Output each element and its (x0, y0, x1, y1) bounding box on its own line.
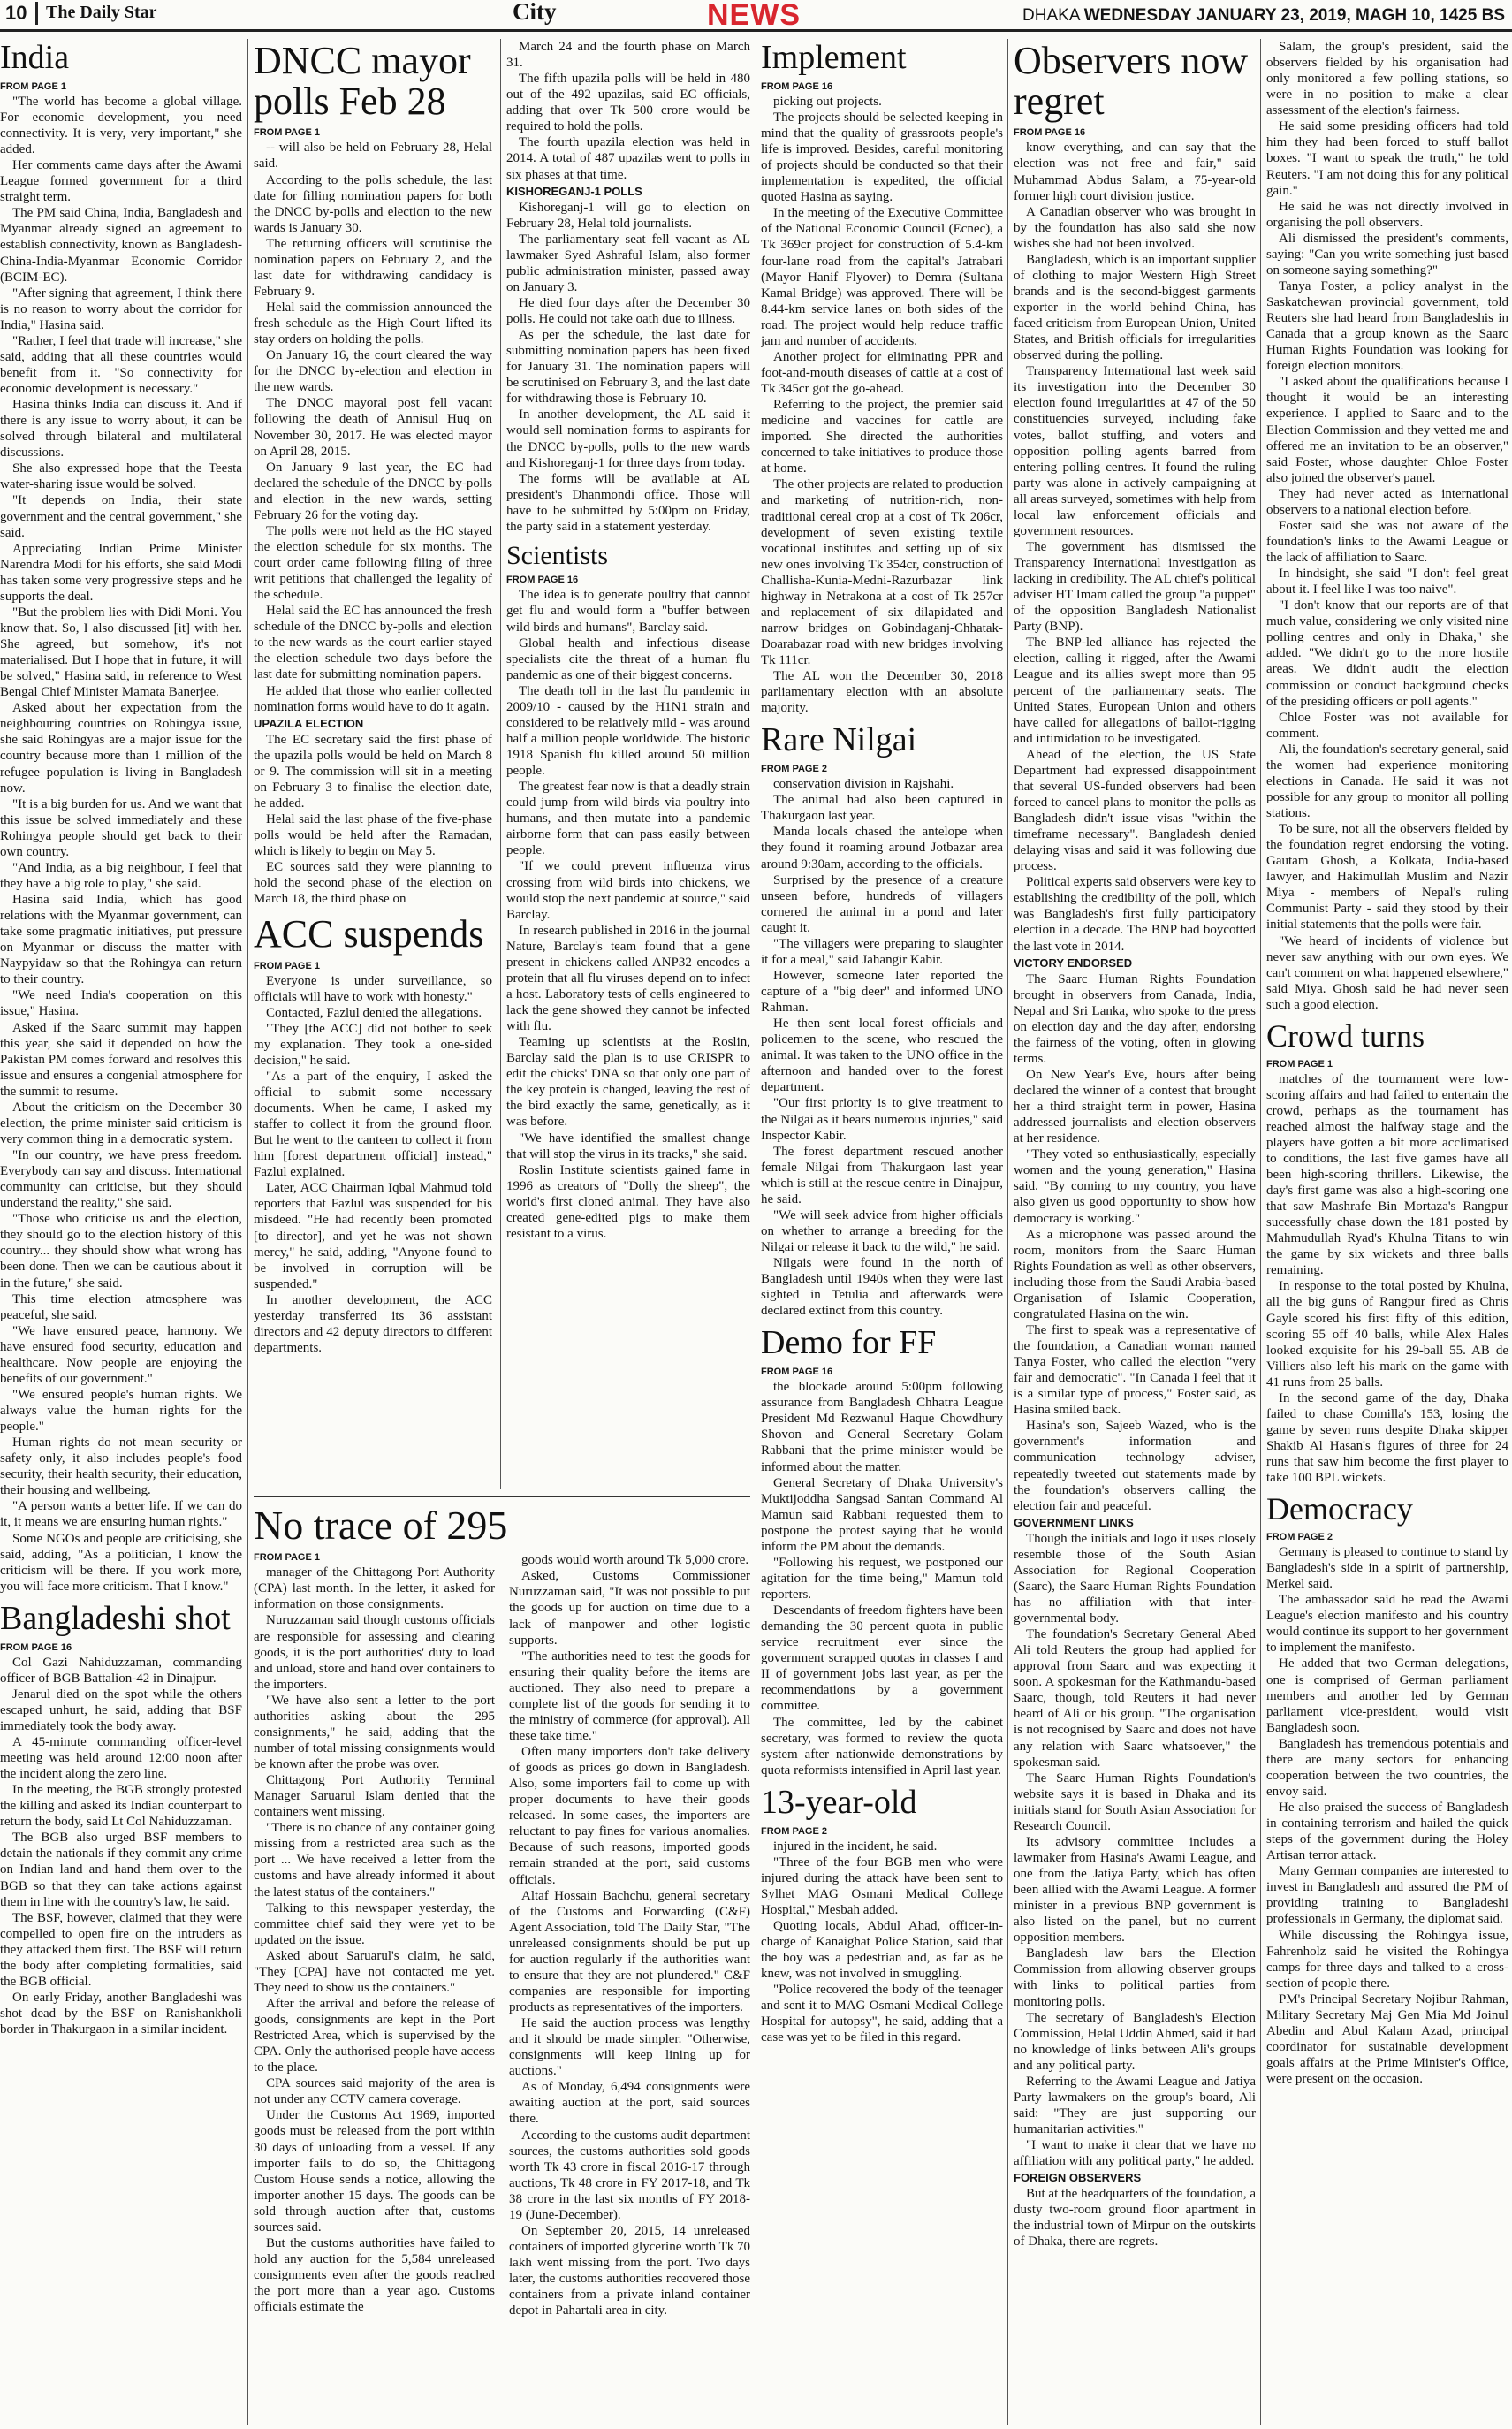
story-paragraph: The EC secretary said the first phase of the upazila polls would be held on March 8 or 9. The commission will sit in a meeting on February 3 to finalise the election date, he added. (254, 732, 492, 811)
story-paragraph: "Rather, I feel that trade will increase," she said, adding that all these countries would benefit from it. "So connectivity for economic development is necessary." (0, 333, 242, 397)
story-paragraph: Manda locals chased the antelope when they found it roaming around Jotbazar area around 9:30am, according to the officials. (761, 825, 1003, 872)
subhead: VICTORY ENDORSED (1014, 956, 1133, 970)
story-paragraph: Another project for eliminating PPR and foot-and-mouth diseases of cattle at a cost of Tk 345cr got the go-ahead. (761, 349, 1003, 397)
story-paragraph: Its advisory committee includes a lawmaker from Hasina's Awami League, and one from the Jatiya Party, which has often been allied with the Awami League. A former minister in a previous BNP government is also listed on the panel, but no current opposition members. (1014, 1834, 1256, 1945)
story-paragraph: He said he was not directly involved in organising the poll observers. (1266, 199, 1508, 230)
story-paragraph: the blockade around 5:00pm following assurance from Bangladesh Chhatra League President Md Rezwanul Haque Chowdhury Shovon and General Secretary Golam Rabbani that the prime minister would be informed about the matter. (761, 1380, 1003, 1474)
story-paragraph: "It depends on India, their state government and the central government," she said. (0, 493, 242, 540)
story-paragraph: The AL won the December 30, 2018 parliamentary election with an absolute majority. (761, 669, 1003, 716)
story-paragraph: picking out projects. (773, 94, 882, 109)
story-paragraph: On January 9 last year, the EC had declared the schedule of the DNCC by-polls and election in the new wards, setting February 26 for the voting day. (254, 460, 492, 522)
story-jump-label: FROM PAGE 1 (1266, 1058, 1333, 1070)
story-paragraph: "The villagers were preparing to slaughter it for a meal," said Jahangir Kabir. (761, 936, 1003, 967)
story-jump-label: FROM PAGE 1 (254, 127, 320, 139)
story-headline: India (0, 39, 70, 76)
story-paragraph: Ali dismissed the president's comments, saying: "Can you write something just based on someone saying something?" (1266, 231, 1508, 278)
story-paragraph: He then sent local forest officials and policemen to the scene, who rescued the animal. It was taken to the UNO office in the afternoon and handed over to the forest department. (761, 1017, 1003, 1095)
story-paragraph: March 24 and the fourth phase on March 31. (506, 40, 750, 71)
story-paragraph: Bangladesh, which is an important supplier of clothing to major Western High Street brands and is the second-biggest garments exporter in the world behind China, has faced criticism from European Union, United States, and British officials for irregularities observed during the polling. (1014, 252, 1256, 363)
story-paragraph: He added that those who earlier collected nomination forms would have to do it again. (254, 683, 492, 714)
story-paragraph: Talking to this newspaper yesterday, the committee chief said they were yet to be updated on the issue. (254, 1900, 495, 1947)
bottom-story-left (254, 1552, 495, 2319)
story-paragraph: Hasina said India, which has good relations with the Myanmar government, can take some pragmatic initiatives, put pressure on Myanmar or discuss the matter with Naypyidaw so that the Rohingya can return to their country. (0, 893, 242, 987)
story-jump-label: FROM PAGE 2 (761, 1825, 827, 1837)
story-paragraph: Foster said she was not aware of the foundation's links to the Awami League or the lack of affiliation to Saarc. (1266, 518, 1508, 565)
story-jump-label: FROM PAGE 16 (761, 1367, 833, 1378)
story-paragraph: The Saarc Human Rights Foundation brought in observers from Canada, India, Nepal and Sri Lanka, who spoke to the press on election day and the day after, endorsing the fairness of the voting, often in glowing terms. (1014, 971, 1256, 1066)
story-paragraph: Chittagong Port Authority Terminal Manager Saruarul Islam denied that the containers went missing. (254, 1773, 495, 1820)
story-paragraph: Helal said the commission announced the fresh schedule as the High Court lifted its stay orders on holding the polls. (254, 301, 492, 347)
story-paragraph: "Following his request, we postponed our agitation for the time being," Mamun told reporters. (761, 1555, 1003, 1603)
story-paragraph: "We will seek advice from higher officials on whether to arrange a breeding for the Nilgai or release it back to the wild," he said. (761, 1207, 1003, 1255)
story-headline: DNCC mayor polls Feb 28 (254, 39, 471, 124)
story-paragraph: On New Year's Eve, hours after being declared the winner of a contest that brought her a third straight term in power, Hasina addressed journalists and election observers at her residence. (1014, 1067, 1256, 1146)
subhead: FOREIGN OBSERVERS (1014, 2171, 1142, 2185)
subhead: GOVERNMENT LINKS (1014, 1515, 1134, 1529)
story (761, 1326, 1003, 1778)
column-rule (1007, 39, 1008, 2425)
story-paragraph: "I asked about the qualifications because I thought it would be an interesting experience. I applied to Saarc and to the Election Commission and they vetted me and offered me an invitation to be an observer," said Foster, whose daughter Chloe Foster also joined the observer's panel. (1266, 375, 1508, 485)
masthead (0, 0, 1512, 32)
story-paragraph: The projects should be selected keeping in mind that the quality of grassroots people's life is improved. Besides, careful monitoring of projects should be conducted so that their implementation is expedited, the official quoted Hasina as saying. (761, 110, 1003, 205)
story-paragraph: The animal had also been captured in Thakurgaon last year. (761, 793, 1003, 824)
story-paragraph: The death toll in the last flu pandemic in 2009/10 - caused by the H1N1 strain and considered to be relatively mild - was around half a million people worldwide. The historic 1918 Spanish flu killed around 50 million people. (506, 683, 750, 779)
story-paragraph: On September 20, 2015, 14 unreleased containers of imported glycerine worth Tk 70 lakh went missing from the port. Two days later, the customs authorities recovered those containers from a private inland container depot in Pahartali area in city. (509, 2223, 750, 2319)
story-paragraph: Later, ACC Chairman Iqbal Mahmud told reporters that Fazlul was suspended for his misdeed. "He had recently been promoted [to director], and yet he was not shown mercy," he said, adding, "Anyone found to be involved in corruption will be suspended." (254, 1181, 492, 1291)
story-paragraph: Asked about Saruarul's claim, he said, "They [CPA] have not contacted me yet. They need to show us the containers." (254, 1948, 495, 1995)
story-paragraph: The greatest fear now is that a deadly strain could jump from wild birds via poultry into humans, and then mutate into a pandemic airborne form that can pass easily between people. (506, 780, 750, 858)
section-label: City (513, 0, 557, 25)
column-rule (500, 39, 501, 1489)
story (761, 41, 1003, 716)
column-2 (254, 39, 492, 1493)
story-paragraph: He said the auction process was lengthy and it should be made simpler. "Otherwise, consignments will keep lining up for auctions." (509, 2016, 750, 2079)
story-paragraph: Transparency International last week said its investigation into the December 30 election found irregularities at 47 of the 50 constituencies surveyed, including fake votes, ballot stuffing, and voters and opposition polling agents barred from entering polling centres. It found the ruling party was alone in actively campaigning at all areas surveyed, sometimes with help from local law enforcement officials and government resources. (1014, 364, 1256, 538)
story-paragraph: Asked if the Saarc summit may happen this year, she said it depended on how the Pakistan PM comes forward and resolves this issue and ensures a congenial atmosphere for the summit to resume. (0, 1020, 242, 1099)
story-paragraph: In another development, the AL said it would sell nomination forms to aspirants for the DNCC by-polls, polls to the new wards and Kishoreganj-1 for three days from today. (506, 407, 750, 470)
story-paragraph: "Three of the four BGB men who were injured during the attack have been sent to Sylhet MAG Osmani Medical College Hospital," Mesbah added. (761, 1854, 1003, 1917)
story-paragraph: Contacted, Fazlul denied the allegations. (266, 1005, 482, 1020)
story-paragraph: Bangladesh law bars the Election Commission from allowing observer groups with links to political parties from monitoring polls. (1014, 1946, 1256, 2009)
story-paragraph: He added that two German delegations, one is comprised of German parliament members and another led by German parliament vice-president, would visit Bangladesh soon. (1266, 1656, 1508, 1735)
story-paragraph: "A person wants a better life. If we can do it, it means we are ensuring human rights." (0, 1499, 242, 1530)
story-paragraph: Many German companies are interested to invest in Bangladesh and assured the PM of providing training to Bangladeshi professionals in Germany, the diplomat said. (1266, 1864, 1508, 1927)
story-paragraph: Hasina thinks India can discuss it. And if there is any issue to worry about, it can be solved through bilateral and multilateral discussions. (0, 398, 242, 461)
story-paragraph: The BNP-led alliance has rejected the election, calling it rigged, after the Awami League and its allies swept more than 95 percent of the parliamentary seats. The United States, European Union and others have called for allegations of ballot-rigging and intimidation to be investigated. (1014, 636, 1256, 746)
dateline-date: WEDNESDAY JANUARY 23, 2019, MAGH 10, 1425 BS (1083, 6, 1505, 25)
story-paragraph: "And India, as a big neighbour, I feel that they have a big role to play," she said. (0, 860, 242, 891)
story-paragraph: "They voted so enthusiastically, especially women and the young generation," Hasina said. "By coming to my country, you have also given us good opportunity to show how democracy is working." (1014, 1147, 1256, 1226)
story-paragraph: The other projects are related to production and marketing of nutrition-rich, non-traditional cereal crop at a cost of Tk 206cr, development of seven existing textile vocational institutes and setting up of six new ones involving Tk 354cr, construction of Challisha-Kunia-Medni-Razurbazar link highway in Netrakona at a cost of Tk 257cr and replacement of six dilapidated and narrow bridges on Gobindaganj-Chhatak-Doarabazar road with new bridges involving Tk 111cr. (761, 477, 1003, 668)
story-paragraph: "The world has become a global village. For economic development, you need connectivity. It is very, very important," she added. (0, 94, 242, 157)
story-paragraph: know everything, and can say that the election was not free and fair," said Muhammad Abdus Salam, a 75-year-old former high court division justice. (1014, 141, 1256, 203)
story-headline: Democracy (1266, 1491, 1413, 1527)
story-paragraph: The polls were not held as the HC stayed the election schedule for six months. The court order came following filing of three writ petitions that challenged the legality of the schedule. (254, 523, 492, 603)
story-paragraph: According to the customs audit department sources, the customs authorities sold goods worth Tk 43 crore in fiscal 2016-17 through auctions, Tk 48 crore in FY 2017-18, and Tk 38 crore in the last six months of FY 2018-19 (June-December). (509, 2128, 750, 2222)
story-paragraph: The returning officers will scrutinise the nomination papers on February 2, and the last date for withdrawing candidacy is February 9. (254, 236, 492, 299)
story-paragraph: Teaming up scientists at the Roslin, Barclay said the plan is to use CRISPR to edit the chicks' DNA so that only one part of the key protein is changed, leaving the rest of the bird exactly the same, genetically, as it was before. (506, 1035, 750, 1130)
story (1266, 39, 1508, 1013)
story-paragraph: "We ensured people's human rights. We always value the human rights for the people." (0, 1387, 242, 1435)
story-paragraph: PM's Principal Secretary Nojibur Rahman, Military Secretary Maj Gen Mia Md Joinul Abedin and Abul Kalam Azad, principal coordinator for sustainable development goals affairs at the Prime Minister's Office, were present on the occasion. (1266, 1991, 1508, 2087)
bottom-story-columns (254, 1552, 750, 2319)
story-paragraph: The DNCC mayoral post fell vacant following the death of Annisul Huq on November 30, 2017. He was elected mayor on April 28, 2015. (254, 396, 492, 459)
story-paragraph: "The authorities need to test the goods for ensuring their quality before the items are auctioned. They also need to prepare a complete list of the goods for sending it to the ministry of commerce (for approval). All these take time." (509, 1649, 750, 1743)
story-paragraph: He died four days after the December 30 polls. He could not take oath due to illness. (506, 295, 750, 326)
story (1266, 1017, 1508, 1486)
story-paragraph: In the meeting of the Executive Committee of the National Economic Council (Ecnec), a Tk 369cr project for construction of 5.4-km four-lane road from the capital's Jatrabari (Mayor Hanif Flyover) to Demra (Sultana Kamal Bridge) was approved. There will be 8.44-km service lanes on both sides of the road. The project would help reduce traffic jam and number of accidents. (761, 206, 1003, 348)
story-paragraph: A 45-minute commanding officer-level meeting was held around 12:00 noon after the incident along the zero line. (0, 1734, 242, 1782)
story-paragraph: matches of the tournament were low-scoring affairs and had failed to entertain the crowd, perhaps as the tournament has reached almost the halfway stage and the players have gotten a bit more acclimatised to conditions, the last five games have all been high-scoring thrillers. Likewise, the day's first game was also a high-scoring one that saw Mashrafe Bin Mortaza's Rangpur successfully chase down the 181 posted by Mahmudullah Ryad's Khulna Titans to win the game by six wickets and three balls remaining. (1266, 1071, 1508, 1278)
story-paragraph: But the customs authorities have failed to hold any auction for the 5,584 unreleased consignments even after the goods reached the port more than a year ago. Customs officials estimate the (254, 2235, 495, 2315)
story-paragraph: Col Gazi Nahiduzzaman, commanding officer of BGB Battalion-42 in Dinajpur. (0, 1655, 242, 1686)
story-paragraph: General Secretary of Dhaka University's Muktijoddha Sangsad Santan Command Al Mamun said Rabbani requested them to postpone the protest saying that he would inform the PM about the demands. (761, 1475, 1003, 1554)
story-paragraph: Hasina's son, Sajeeb Wazed, who is the government's information and communication technology adviser, repeatedly tweeted out statements made by the foundation's observers calling the election fair and peaceful. (1014, 1419, 1256, 1513)
story-paragraph: Descendants of freedom fighters have been demanding the 30 percent quota in public service recruitment ever since the government scrapped quotas in classes I and II of government jobs last year, as per the recommendations by a government committee. (761, 1603, 1003, 1714)
story-paragraph: "It is a big burden for us. And we want that this issue be solved immediately and these Rohingya people should get back to their own country. (0, 796, 242, 859)
story-jump-label: FROM PAGE 16 (0, 1641, 72, 1653)
story-paragraph: Altaf Hossain Bachchu, general secretary of the Customs and Forwarding (C&F) Agent Association, told The Daily Star, "The unreleased consignments should be put up for auction regularly if the authorities want to ensure that they are not plundered." C&F companies are responsible for importing products as representatives of the importers. (509, 1888, 750, 2015)
story (0, 41, 242, 1595)
story-paragraph: "We heard of incidents of violence but never saw anything with our own eyes. We can't comment on what happened elsewhere," said Miya. Ghosh said he had never seen such a good election. (1266, 933, 1508, 1012)
story-paragraph: After the arrival and before the release of goods, consignments are kept in the Port Restricted Area, which is supervised by the CPA. Only the authorised people have access to the place. (254, 1996, 495, 2075)
story-paragraph: While discussing the Rohingya issue, Fahrenholz said he visited the Rohingya camps for three days and talked to a cross-section of people there. (1266, 1928, 1508, 1991)
story-paragraph: Though the initials and logo it uses closely resemble those of the South Asian Association for Regional Cooperation (Saarc), the Saarc Human Rights Foundation has no affiliation with that inter-governmental body. (1014, 1531, 1256, 1626)
story-paragraph: The Saarc Human Rights Foundation's website says it is based in Dhaka and its initials stand for South Asian Association for Research Council. (1014, 1770, 1256, 1833)
story-paragraph: "There is no chance of any container going missing from a restricted area such as the port ... We have received a letter from the customs and have already informed it about the latest status of the containers." (254, 1821, 495, 1900)
story-paragraph: "If we could prevent influenza virus crossing from wild birds into chickens, we would stop the next pandemic at source," said Barclay. (506, 859, 750, 922)
story-paragraph: In the meeting, the BGB strongly protested the killing and asked its Indian counterpart to return the body, said Lt Col Nahiduzzaman. (0, 1783, 242, 1830)
story-paragraph: "We have also sent a letter to the port authorities asking about the 295 consignments," he said, adding that the number of total missing consignments would be known after the probe was over. (254, 1693, 495, 1772)
story-headline: Crowd turns (1266, 1017, 1425, 1054)
column-rule (1260, 39, 1261, 2425)
story-jump-label: FROM PAGE 16 (761, 80, 833, 92)
story-paragraph: goods would worth around Tk 5,000 crore. (521, 1553, 749, 1568)
column-3 (506, 39, 750, 1493)
story-paragraph: "Those who criticise us and the election, they should go to the election history of this country... they should show what wrong has been done. Then we can be cautious about it in the future," she said. (0, 1212, 242, 1291)
story-paragraph: Nilgais were found in the north of Bangladesh until 1940s when they were last sighted in Tetulia and afterwards were declared extinct from this country. (761, 1256, 1003, 1319)
story-paragraph: However, someone later reported the capture of a "big deer" and informed UNO Rahman. (761, 968, 1003, 1016)
story-paragraph: Asked, Customs Commissioner Nuruzzaman said, "It was not possible to put the goods up for auction on time due to a lack of manpower and other logistic supports. (509, 1569, 750, 1648)
story-paragraph: "But the problem lies with Didi Moni. You know that. So, I also discussed [it] with her. She agreed, but somehow, it's not materialised. But I hope that in future, it will be solved," Hasina said, in reference to West Bengal Chief Minister Mamata Banerjee. (0, 605, 242, 700)
story-paragraph: As a microphone was passed around the room, monitors from the Saarc Human Rights Foundation as well as other observers, including those from the Saudi Arabia-based Organisation of Islamic Cooperation, congratulated Hasina on the win. (1014, 1227, 1256, 1321)
story-paragraph: "In our country, we have press freedom. Everybody can say and discuss. International community can criticise, but they should understand the reality," she said. (0, 1148, 242, 1211)
story (254, 41, 492, 907)
story-paragraph: -- will also be held on February 28, Helal said. (254, 141, 492, 171)
story-paragraph: "Our first priority is to give treatment to the Nilgai as it bears numerous injuries," said Inspector Kabir. (761, 1096, 1003, 1143)
story-paragraph: Surprised by the presence of a creature unseen before, hundreds of villagers cornered the animal in a pond and later caught it. (761, 872, 1003, 935)
story (1266, 1493, 1508, 2087)
story (506, 542, 750, 1242)
story-paragraph: Helal said the EC has announced the fresh schedule of the DNCC by-polls and election to the new wards as the court earlier stayed the election schedule two days before the last date for submitting nomination papers. (254, 604, 492, 682)
story-paragraph: Salam, the group's president, said the observers fielded by his organisation had only monitored a few polling stations, so were in no position to make a clear assessment of the election's fairness. (1266, 40, 1508, 118)
story-headline: Bangladeshi shot (0, 1599, 231, 1637)
story-paragraph: The fifth upazila polls will be held in 480 out of the 492 upazilas, said EC officials, adding that over Tk 500 crore would be required to hold the polls. (506, 72, 750, 134)
story-headline: Scientists (506, 540, 609, 570)
story-paragraph: Nuruzzaman said though customs officials are responsible for assessing and clearing goods, it is the port authorities' duty to load and unload, store and hand over containers to the importers. (254, 1613, 495, 1692)
story-paragraph: The BGB also urged BSF members to detain the nationals if they commit any crime on Indian land and hand them over to the BGB so that they can take actions against them in line with the country's law, he said. (0, 1831, 242, 1909)
story-paragraph: The foundation's Secretary General Abed Ali told Reuters the group had applied for approval from Saarc and was expecting it soon. A spokesman for the Kathmandu-based Saarc, though, told Reuters it had never heard of Ali or his group. "The organisation is not recognised by Saarc and does not have any relation with Saarc whatsoever," the spokesman said. (1014, 1627, 1256, 1770)
story-paragraph: "We have identified the smallest change that will stop the virus in its tracks," she said. (506, 1131, 750, 1161)
story-paragraph: Helal said the last phase of the five-phase polls would be held after the Ramadan, which is likely to begin on May 5. (254, 811, 492, 859)
column-4 (761, 39, 1003, 2425)
story-paragraph: "We need India's cooperation on this issue," Hasina. (0, 988, 242, 1019)
story-paragraph: "I don't know that our reports are of that much value, considering we only visited nine polling centres and only in Dhaka," she added. "We didn't go to the more hostile areas. We didn't audit the election commission or conduct background checks of the presiding officers or poll agents." (1266, 598, 1508, 709)
story-paragraph: Bangladesh has tremendous potentials and there are many sectors for enhancing cooperation between the two countries, the envoy said. (1266, 1736, 1508, 1799)
story (254, 914, 492, 1356)
story-paragraph: Often many importers don't take delivery of goods as prices go down in Bangladesh. Also, some importers fail to come up with proper documents to have their goods released. In some cases, the importers are reluctant to pay fines for various anomalies. Because of such reasons, imported goods remain stranded at the port, said customs officials. (509, 1745, 750, 1887)
story-paragraph: To be sure, not all the observers fielded by the foundation regret endorsing the voting. Gautam Ghosh, a Kolkata, India-based lawyer, and Hakimullah Muslim and Nazir Miya - members of Nepal's ruling Communist Party - said they stood by their initial statements that the polls were fair. (1266, 822, 1508, 933)
subhead: KISHOREGANJ-1 POLLS (506, 184, 642, 198)
story-paragraph: Appreciating Indian Prime Minister Narendra Modi for his efforts, she said Modi has taken some very progressive steps and he supports the deal. (0, 541, 242, 604)
story-paragraph: The forms will be available at AL president's Dhanmondi office. Those will have to be submitted by 5:00pm on Friday, the party said in a statement yesterday. (506, 471, 750, 534)
story (506, 39, 750, 535)
story-paragraph: In hindsight, she said "I don't feel great about it. I feel like I was too naive". (1266, 567, 1508, 598)
story-paragraph: "Police recovered the body of the teenager and sent it to MAG Osmani Medical College Hospital for autopsy", he said, adding that a case was yet to be filed in this regard. (761, 1983, 1003, 2045)
story-paragraph: Roslin Institute scientists gained fame in 1996 as creators of "Dolly the sheep", the world's first cloned animal. They have also created gene-edited pigs to make them resistant to a virus. (506, 1162, 750, 1241)
story-paragraph: But at the headquarters of the foundation, a dusty two-room ground floor apartment in the industrial town of Mirpur on the outskirts of Dhaka, there are regrets. (1014, 2187, 1256, 2250)
bottom-story-band (254, 1496, 750, 2425)
story-paragraph: The ambassador said he read the Awami League's election manifesto and his country would continue its support to her government to implement the manifesto. (1266, 1593, 1508, 1656)
story-paragraph: Everyone is under surveillance, so officials will have to work with honesty." (254, 973, 492, 1004)
story-paragraph: Asked about her expectation from the neighbouring countries on Rohingya issue, she said Rohingyas are a major issue for the country because more than 1 million of the refugee population is living in Bangladesh now. (0, 701, 242, 796)
story-paragraph: In another development, the ACC yesterday transferred its 36 assistant directors and 42 deputy directors to different departments. (254, 1292, 492, 1355)
story-paragraph: The idea is to generate poultry that cannot get flu and would form a "buffer between wild birds and humans", Barclay said. (506, 588, 750, 635)
story-paragraph: The committee, led by the cabinet secretary, was formed to review the quota system after nationwide demonstrations by quota reformists intensified in April last year. (761, 1715, 1003, 1778)
story-paragraph: They had never acted as international observers to a national election before. (1266, 486, 1508, 517)
story-paragraph: injured in the incident, he said. (773, 1839, 938, 1854)
story (0, 1599, 242, 2037)
story-jump-label: FROM PAGE 16 (506, 575, 579, 586)
page-number: 10 (5, 2, 38, 25)
story-paragraph: Germany is pleased to continue to stand by Bangladesh's side in a spirit of partnership, Merkel said. (1266, 1545, 1508, 1592)
story-paragraph: Tanya Foster, a policy analyst in the Saskatchewan provincial government, told Reuters she had heard from Bangladeshis in Canada that a group known as the Saarc Human Rights Foundation was looking for foreign election monitors. (1266, 278, 1508, 374)
story-headline: Demo for FF (761, 1324, 937, 1362)
story-headline: Implement (761, 39, 907, 76)
story-paragraph: Ahead of the election, the US State Department had expressed disappointment that several US-funded observers had been forced to cancel plans to monitor the polls as Bangladesh didn't issue visas "within the timeframe necessary". Bangladesh denied delaying visas and said it was following due process. (1014, 747, 1256, 874)
story-jump-label: FROM PAGE 16 (1014, 127, 1086, 139)
story-paragraph: As of Monday, 6,494 consignments were awaiting auction at the port, said sources there. (509, 2080, 750, 2127)
story-jump-label: FROM PAGE 1 (254, 960, 320, 971)
story-paragraph: The forest department rescued another female Nilgai from Thakurgaon last year which is still at the rescue centre in Dinajpur, he said. (761, 1144, 1003, 1207)
story-paragraph: Global health and infectious disease specialists cite the threat of a human flu pandemic as one of their biggest concerns. (506, 636, 750, 682)
story-jump-label: FROM PAGE 1 (254, 1552, 320, 1564)
story-paragraph: Some NGOs and people are criticising, she said, adding, "As a politician, I know the criticism will be there. If you work more, you will face more criticism. That I know." (0, 1531, 242, 1594)
bottom-story-right (509, 1552, 750, 2319)
story-paragraph: About the criticism on the December 30 election, the prime minister said criticism is very common thing in a democratic system. (0, 1100, 242, 1146)
story-paragraph: In the second game of the day, Dhaka failed to chase Comilla's 153, losing the game by seven runs despite Dhaka skipper Shakib Al Hasan's figures of three for 24 runs that saw him become the first player to take 100 BPL wickets. (1266, 1390, 1508, 1486)
column-1 (0, 39, 242, 2425)
story-paragraph: In response to the total posted by Khulna, all the big guns of Rangpur fired as Chris Gayle scored his first fifty of this edition, scoring 55 off 40 balls, while Alex Hales looked exquisite for his 29-ball 55. AB de Villiers also left his mark on the game with 41 runs from 25 balls. (1266, 1279, 1508, 1390)
story-paragraph: The secretary of Bangladesh's Election Commission, Helal Uddin Ahmed, said it had no knowledge of links between Ali's groups and any political party. (1014, 2010, 1256, 2073)
story-paragraph: Chloe Foster was not available for comment. (1266, 710, 1508, 741)
story-paragraph: He said some presiding officers had told him they had been forced to stuff ballot boxes. "I want to speak the truth," he told Reuters. "I am not doing this for any political gain." (1266, 119, 1508, 198)
story-paragraph: Referring to the project, the premier said medicine and vaccines for cattle are imported. She directed the authorities concerned to take initiatives to produce those at home. (761, 398, 1003, 476)
story-paragraph: In research published in 2016 in the journal Nature, Barclay's team found that a gene present in chickens called ANP32 encodes a protein that all flu viruses depend on to infect a host. Laboratory tests of cells engineered to lack the gene showed they cannot be infected with flu. (506, 923, 750, 1034)
column-6 (1266, 39, 1508, 2425)
story-jump-label: FROM PAGE 1 (0, 80, 66, 92)
news-label: NEWS (707, 0, 801, 32)
paper-name: The Daily Star (46, 3, 157, 22)
story-headline: ACC suspends (254, 912, 484, 956)
story-paragraph: Under the Customs Act 1969, imported goods must be released from the port within 30 days of unloading from a vessel. If any importer fails to do so, the Chittagong Custom House sends a notice, allowing the importer another 15 days. The goods can be sold through auction after that, customs sources said. (254, 2108, 495, 2235)
story-paragraph: Referring to the Awami League and Jatiya Party lawmakers on the group's board, Ali said: "They are just supporting our humanitarian activities." (1014, 2074, 1256, 2136)
story-paragraph: "We have ensured peace, harmony. We have ensured food security, education and healthcare. Now people are enjoying the benefits of our government." (0, 1323, 242, 1386)
story-paragraph: "They [the ACC] did not bother to seek my explanation. They took a one-sided decision," he said. (254, 1021, 492, 1068)
story-paragraph: The first to speak was a representative of the foundation, a Canadian woman named Tanya Foster, who called the election "very fair and democratic". "In Canada I feel that it is a similar type of process," Foster said, as Hasina smiled back. (1014, 1322, 1256, 1418)
story-paragraph: He also praised the success of Bangladesh in containing terrorism and hailed the quick steps of the government during the Holey Artisan terror attack. (1266, 1801, 1508, 1863)
story-paragraph: Jenarul died on the spot while the others escaped unhurt, he said, adding that BSF immediately took the body away. (0, 1687, 242, 1733)
story-paragraph: As per the schedule, the last date for submitting nomination papers has been fixed for January 31. The nomination papers will be scrutinised on February 3, and the last date for withdrawing those is February 10. (506, 328, 750, 407)
story-paragraph: The PM said China, India, Bangladesh and Myanmar already signed an agreement to establish connectivity, known as Bangladesh-China-India-Myanmar Economic Corridor (BCIM-EC). (0, 206, 242, 285)
story-jump-label: FROM PAGE 2 (1266, 1532, 1333, 1543)
story-paragraph: Human rights do not mean security or safety only, it also includes people's food security, their health security, their education, their housing and wellbeing. (0, 1435, 242, 1498)
story-paragraph: The fourth upazila election was held in 2014. A total of 487 upazilas went to polls in six phases at that time. (506, 135, 750, 182)
story-paragraph: manager of the Chittagong Port Authority (CPA) last month. In the letter, it asked for information on those consignments. (254, 1565, 495, 1612)
story-paragraph: "As a part of the enquiry, I asked the official to submit some necessary documents. When he came, I asked my staffer to collect it from the ground floor. But he went to the canteen to collect it from him [forest department official] instead," Fazlul explained. (254, 1069, 492, 1180)
story-paragraph: Kishoreganj-1 will go to election on February 28, Helal told journalists. (506, 200, 750, 231)
story-paragraph: The government has dismissed the Transparency International investigation as lacking in credibility. The AL chief's political adviser HT Imam called the group "a puppet" of the opposition Bangladesh Nationalist Party (BNP). (1014, 539, 1256, 635)
story-paragraph: The BSF, however, claimed that they were compelled to open fire on the intruders as they attacked them first. The BSF will return the body after completing formalities, said the BGB official. (0, 1910, 242, 1989)
story-paragraph: CPA sources said majority of the area is not under any CCTV camera coverage. (254, 2076, 495, 2107)
column-5 (1014, 39, 1256, 2425)
story-headline: Observers now regret (1014, 39, 1249, 124)
story-paragraph: According to the polls schedule, the last date for filling nomination papers for both the DNCC by-polls and election to the new wards is January 30. (254, 172, 492, 235)
story-paragraph: This time election atmosphere was peaceful, she said. (0, 1291, 242, 1322)
story-paragraph: She also expressed hope that the Teesta water-sharing issue would be solved. (0, 461, 242, 492)
dateline (1022, 6, 1505, 26)
subhead: UPAZILA ELECTION (254, 716, 364, 730)
story (761, 1783, 1003, 2046)
story-headline: 13-year-old (761, 1783, 917, 1821)
column-rule (247, 39, 248, 2425)
story-paragraph: Ali, the foundation's secretary general, said the women had experience monitoring elections in Canada. He said it was not possible for any group to monitor all polling stations. (1266, 742, 1508, 820)
story-paragraph: On January 16, the court cleared the way for the DNCC by-election and election in the new wards. (254, 348, 492, 395)
story (761, 723, 1003, 1319)
story (1014, 41, 1256, 2250)
story-headline: No trace of 295 (254, 1503, 508, 1548)
story-paragraph: On early Friday, another Bangladeshi was shot dead by the BSF on Ranishankholi border in Thakurgaon in a similar incident. (0, 1990, 242, 2037)
story-paragraph: Political experts said observers were key to establishing the credibility of the poll, which was Bangladesh's first fully participatory election in a decade. The BNP had boycotted the last vote in 2014. (1014, 875, 1256, 954)
story-headline: Rare Nilgai (761, 721, 917, 759)
story-paragraph: EC sources said they were planning to hold the second phase of the election on March 18, the third phase on (254, 860, 492, 907)
story-paragraph: Her comments came days after the Awami League formed government for a third straight term. (0, 158, 242, 205)
story-paragraph: conservation division in Rajshahi. (773, 777, 954, 792)
dateline-prefix: DHAKA (1022, 6, 1084, 25)
story-paragraph: "I want to make it clear that we have no affiliation with any political party," he added. (1014, 2138, 1256, 2169)
story-paragraph: "After signing that agreement, I think there is no reason to worry about the corridor for India," Hasina said. (0, 286, 242, 332)
story-paragraph: Quoting locals, Abdul Ahad, officer-in-charge of Kanaighat Police Station, said that the boy was a pedestrian and, as far as he knew, was not involved in smuggling. (761, 1919, 1003, 1982)
story-paragraph: A Canadian observer who was brought in by the foundation has also said she now wishes she had not been involved. (1014, 204, 1256, 251)
story-jump-label: FROM PAGE 2 (761, 764, 827, 775)
story-paragraph: The parliamentary seat fell vacant as AL lawmaker Syed Ashraful Islam, also former public administration minister, passed away on January 3. (506, 232, 750, 294)
